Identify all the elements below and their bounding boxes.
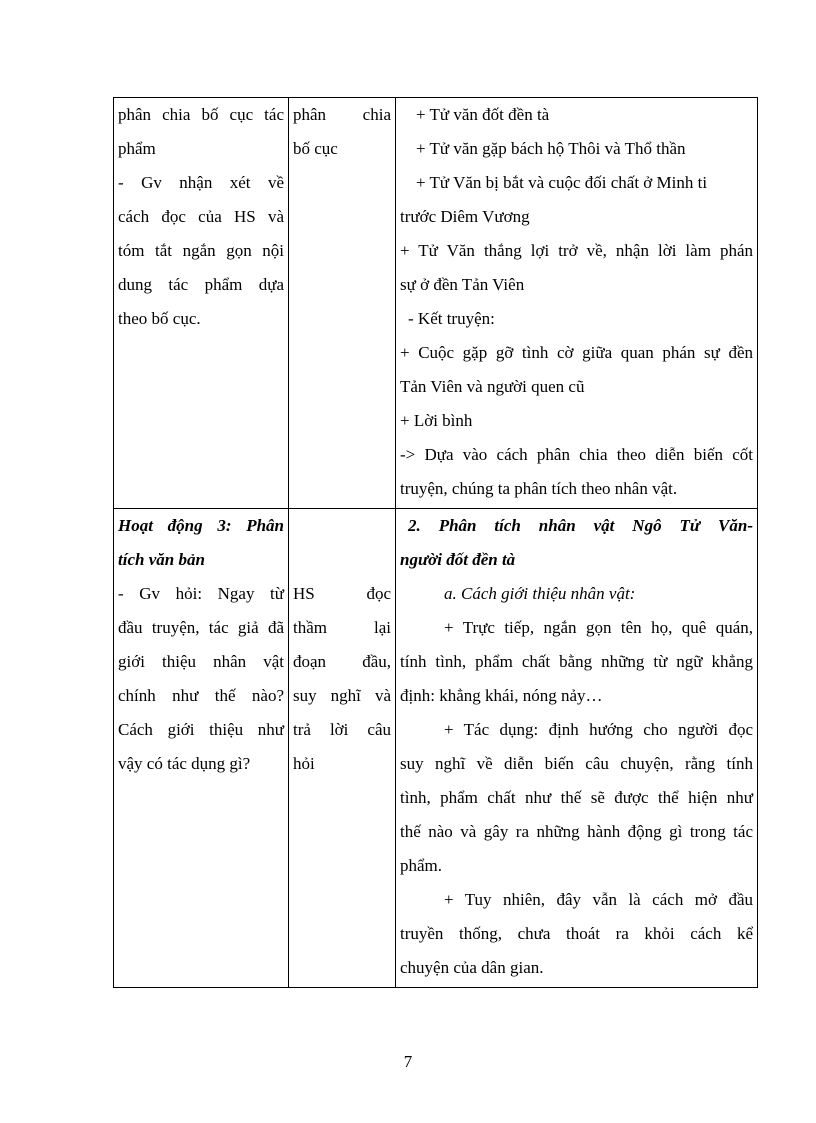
text-line: thầm lại: [293, 618, 391, 637]
text-line: suy nghĩ về diễn biến câu chuyện, rằng tính: [400, 754, 753, 773]
text-line: Cách giới thiệu như: [118, 720, 284, 739]
text-line: bố cục: [293, 139, 338, 158]
text-line: phẩm: [118, 139, 156, 158]
text-line: hỏi: [293, 754, 315, 773]
text-line: + Tuy nhiên, đây vẫn là cách mở đầu: [444, 890, 753, 909]
text-line: phân chia: [293, 105, 391, 124]
subsection-heading: a. Cách giới thiệu nhân vật:: [444, 584, 636, 603]
text-line: truyện, chúng ta phân tích theo nhân vật.: [400, 479, 678, 498]
content-cell: [396, 509, 758, 988]
page-number: 7: [403, 1052, 413, 1071]
content-cell: [396, 98, 758, 509]
text-line: trả lời câu: [293, 720, 391, 739]
student-activity-cell: [289, 98, 396, 509]
text-line: [293, 509, 391, 543]
section-heading: người đốt đền tà: [400, 550, 516, 569]
text-line: tóm tắt ngắn gọn nội: [118, 241, 284, 260]
text-line: phẩm.: [400, 856, 443, 875]
text-line: [293, 543, 391, 577]
text-line: HS đọc: [293, 584, 391, 603]
text-line: chính như thế nào?: [118, 686, 284, 705]
text-line: - Gv nhận xét về: [118, 173, 284, 192]
text-line: + Tác dụng: định hướng cho người đọc: [444, 720, 753, 739]
text-line: truyền thống, chưa thoát ra khỏi cách kể: [400, 924, 753, 943]
student-activity-cell: [289, 509, 396, 988]
text-line: trước Diêm Vương: [400, 207, 530, 226]
teacher-activity-cell: [114, 509, 289, 988]
activity-heading: tích văn bản: [118, 550, 205, 569]
text-line: - Gv hỏi: Ngay từ: [118, 584, 284, 603]
text-line: -> Dựa vào cách phân chia theo diễn biến cốt: [400, 445, 753, 464]
text-line: đầu truyện, tác giả đã: [118, 618, 284, 637]
text-line: đoạn đầu,: [293, 652, 391, 671]
text-line: tình, phẩm chất như thế sẽ được thể hiện như: [400, 788, 753, 807]
text-line: + Cuộc gặp gỡ tình cờ giữa quan phán sự đền: [400, 343, 753, 362]
text-line: + Tử Văn thắng lợi trở về, nhận lời làm phán: [400, 241, 753, 260]
text-line: suy nghĩ và: [293, 686, 391, 705]
text-line: tính tình, phẩm chất bằng những từ ngữ khẳng: [400, 652, 753, 671]
text-line: sự ở đền Tản Viên: [400, 275, 525, 294]
table-row: [114, 98, 758, 509]
text-line: + Lời bình: [400, 411, 473, 430]
text-line: vậy có tác dụng gì?: [118, 754, 251, 773]
text-line: thế nào và gây ra những hành động gì trong tác: [400, 822, 753, 841]
text-line: + Tử Văn bị bắt và cuộc đối chất ở Minh ti: [416, 173, 708, 192]
text-line: theo bố cục.: [118, 309, 201, 328]
table-row: [114, 509, 758, 988]
text-line: định: khẳng khái, nóng nảy…: [400, 686, 603, 705]
text-line: + Tử văn đốt đền tà: [416, 105, 550, 124]
text-line: + Trực tiếp, ngắn gọn tên họ, quê quán,: [444, 618, 753, 637]
lesson-table: [113, 97, 758, 988]
teacher-activity-cell: [114, 98, 289, 509]
activity-heading: Hoạt động 3: Phân: [118, 516, 284, 535]
text-line: giới thiệu nhân vật: [118, 652, 284, 671]
text-line: Tản Viên và người quen cũ: [400, 377, 585, 396]
section-heading: 2. Phân tích nhân vật Ngô Tử Văn-: [408, 516, 753, 535]
text-line: - Kết truyện:: [408, 309, 495, 328]
text-line: chuyện của dân gian.: [400, 958, 544, 977]
text-line: dung tác phẩm dựa: [118, 275, 284, 294]
text-line: cách đọc của HS và: [118, 207, 284, 226]
text-line: phân chia bố cục tác: [118, 105, 284, 124]
text-line: + Tử văn gặp bách hộ Thôi và Thổ thần: [416, 139, 686, 158]
